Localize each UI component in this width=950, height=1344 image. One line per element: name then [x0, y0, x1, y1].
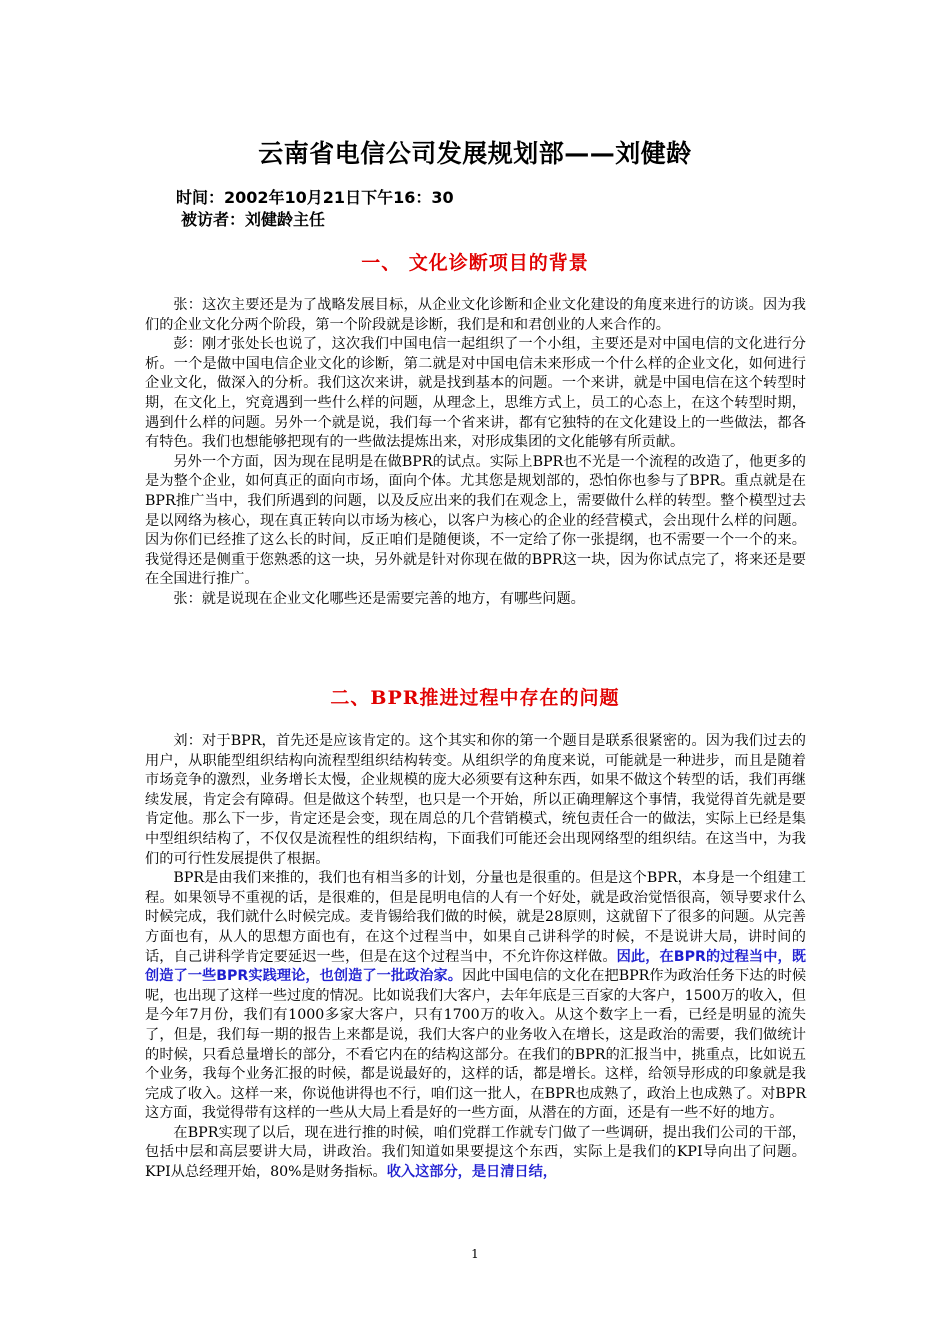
emphasis-text: 因此，在BPR的过程当中，既创造了一些BPR实践理论，也创造了一批政治家。: [145, 948, 806, 985]
paragraph: 张：就是说现在企业文化哪些还是需要完善的地方，有哪些问题。: [173, 590, 585, 607]
section-background-body: [145, 296, 806, 610]
paragraph-text: 在BPR实现了以后，现在进行推的时候，咱们党群工作就专门做了一些调研，提出我们公司的干部，包括中层和高层要讲大局，讲政治。我们知道如果要提这个东西，实际上是我们的KPI导向出了问题。KPI从总经理开始，80%是财务指标。: [145, 1124, 806, 1181]
paragraph-text: BPR是由我们来推的，我们也有相当多的计划，分量也是很重的。但是这个BPR，本身是一个组建工程。如果领导不重视的话，是很难的，但是昆明电信的人有一个好处，就是政治觉悟很高，领导要求什么时候完成，我们就什么时候完成。麦肯锡给我们做的时候，就是28原则，这就留下了很多的问题。从完善方面也有，从人的思想方面也有，在这个过程当中，如果自己讲科学的时候，不是说讲大局，讲时间的话，自己讲科学肯定要延迟一些，但是在这个过程当中，不允许你这样做。: [145, 870, 806, 965]
paragraph: 另外一个方面，因为现在昆明是在做BPR的试点。实际上BPR也不光是一个流程的改造了，他更多的是为整个企业，如何真正的面向市场，面向个体。尤其您是规划部的，恐怕你也参与了BPR。重点就是在BPR推广当中，我们所遇到的问题，以及反应出来的我们在观念上，需要做什么样的转型。整个模型过去是以网络为核心，现在真正转向以市场为核心，以客户为核心的企业的经营模式，会出现什么样的问题。因为你们已经推了这么长的时间，反正咱们是随便谈，不一定给了你一张提纲，也不需要一个一个的来。我觉得还是侧重于您熟悉的这一块，另外就是针对你现在做的BPR这一块，因为你试点完了，将来还是要在全国进行推广。: [145, 453, 806, 588]
paragraph: [145, 1124, 806, 1183]
interviewee: 被访者：刘健龄主任: [181, 210, 326, 229]
paragraph: [145, 869, 806, 1124]
paragraph-text: 因此中国电信的文化在把BPR作为政治任务下达的时候呢，也出现了这样一些过度的情况。比如说我们大客户，去年年底是三百家的大客户，1500万的收入，但是今年7月份，我们有1000多家大客户，只有1700万的收入。从这个数字上一看，已经是明显的流失了，但是，我们每一期的报告上来都是说，我们大客户的业务收入在增长，这是政治的需要，我们做统计的时候，只看总量增长的部分，不看它内在的结构这部分。在我们的BPR的汇报当中，挑重点，比如说五个业务，我每个业务汇报的时候，都是说最好的，这样的话，都是增长。这样，给领导形成的印象就是我完成了收入。这样一来，你说他讲得也不行，咱们这一批人，在BPR也成熟了，政治上也成熟了。对BPR这方面，我觉得带有这样的一些从大局上看是好的一些方面，从潜在的方面，还是有一些不好的地方。: [145, 968, 807, 1122]
emphasis-text: 收入这部分，是日清日结，: [386, 1164, 557, 1181]
paragraph: 彭：刚才张处长也说了，这次我们中国电信一起组织了一个小组，主要还是对中国电信的文化进行分析。一个是做中国电信企业文化的诊断，第二就是对中国电信未来形成一个什么样的企业文化，如何进行企业文化，做深入的分析。我们这次来讲，就是找到基本的问题。一个来讲，就是中国电信在这个转型时期，在文化上，究竟遇到一些什么样的问题，从理念上，思维方式上，员工的心态上，在这个转型时期，遇到什么样的问题。另外一个就是说，我们每一个省来讲，都有它独特的在文化建设上的一些做法，都各有特色。我们也想能够把现有的一些做法提炼出来，对形成集团的文化能够有所贡献。: [145, 336, 806, 451]
page-title: 云南省电信公司发展规划部——刘健龄: [258, 139, 692, 168]
section-heading-background: 一、 文化诊断项目的背景: [361, 252, 589, 274]
paragraph: 张：这次主要还是为了战略发展目标，从企业文化诊断和企业文化建设的角度来进行的访谈。因为我们的企业文化分两个阶段，第一个阶段就是诊断，我们是和和君创业的人来合作的。: [145, 297, 806, 333]
interview-time: 时间：2002年10月21日下午16：30: [176, 188, 454, 207]
section-bpr-body: [145, 732, 806, 1183]
page-number: 1: [471, 1247, 479, 1261]
paragraph: 刘：对于BPR，首先还是应该肯定的。这个其实和你的第一个题目是联系很紧密的。因为我们过去的用户，从职能型组织结构向流程型组织结构转变。从组织学的角度来说，可能就是一种进步，而且是随着市场竞争的激烈，业务增长太慢，企业规模的庞大必须要有这种东西，如果不做这个转型的话，我们再继续发展，肯定会有障碍。但是做这个转型，也只是一个开始，所以正确理解这个事情，我觉得首先就是要肯定他。那么下一步，肯定还是会变，现在周总的几个营销模式，统包责任合一的做法，实际上已经是集中型组织结构了，不仅仅是流程性的组织结构，下面我们可能还会出现网络型的组织结。在这当中，为我们的可行性发展提供了根据。: [145, 733, 806, 867]
section-heading-bpr-problems: 二、BPR推进过程中存在的问题: [330, 687, 620, 709]
